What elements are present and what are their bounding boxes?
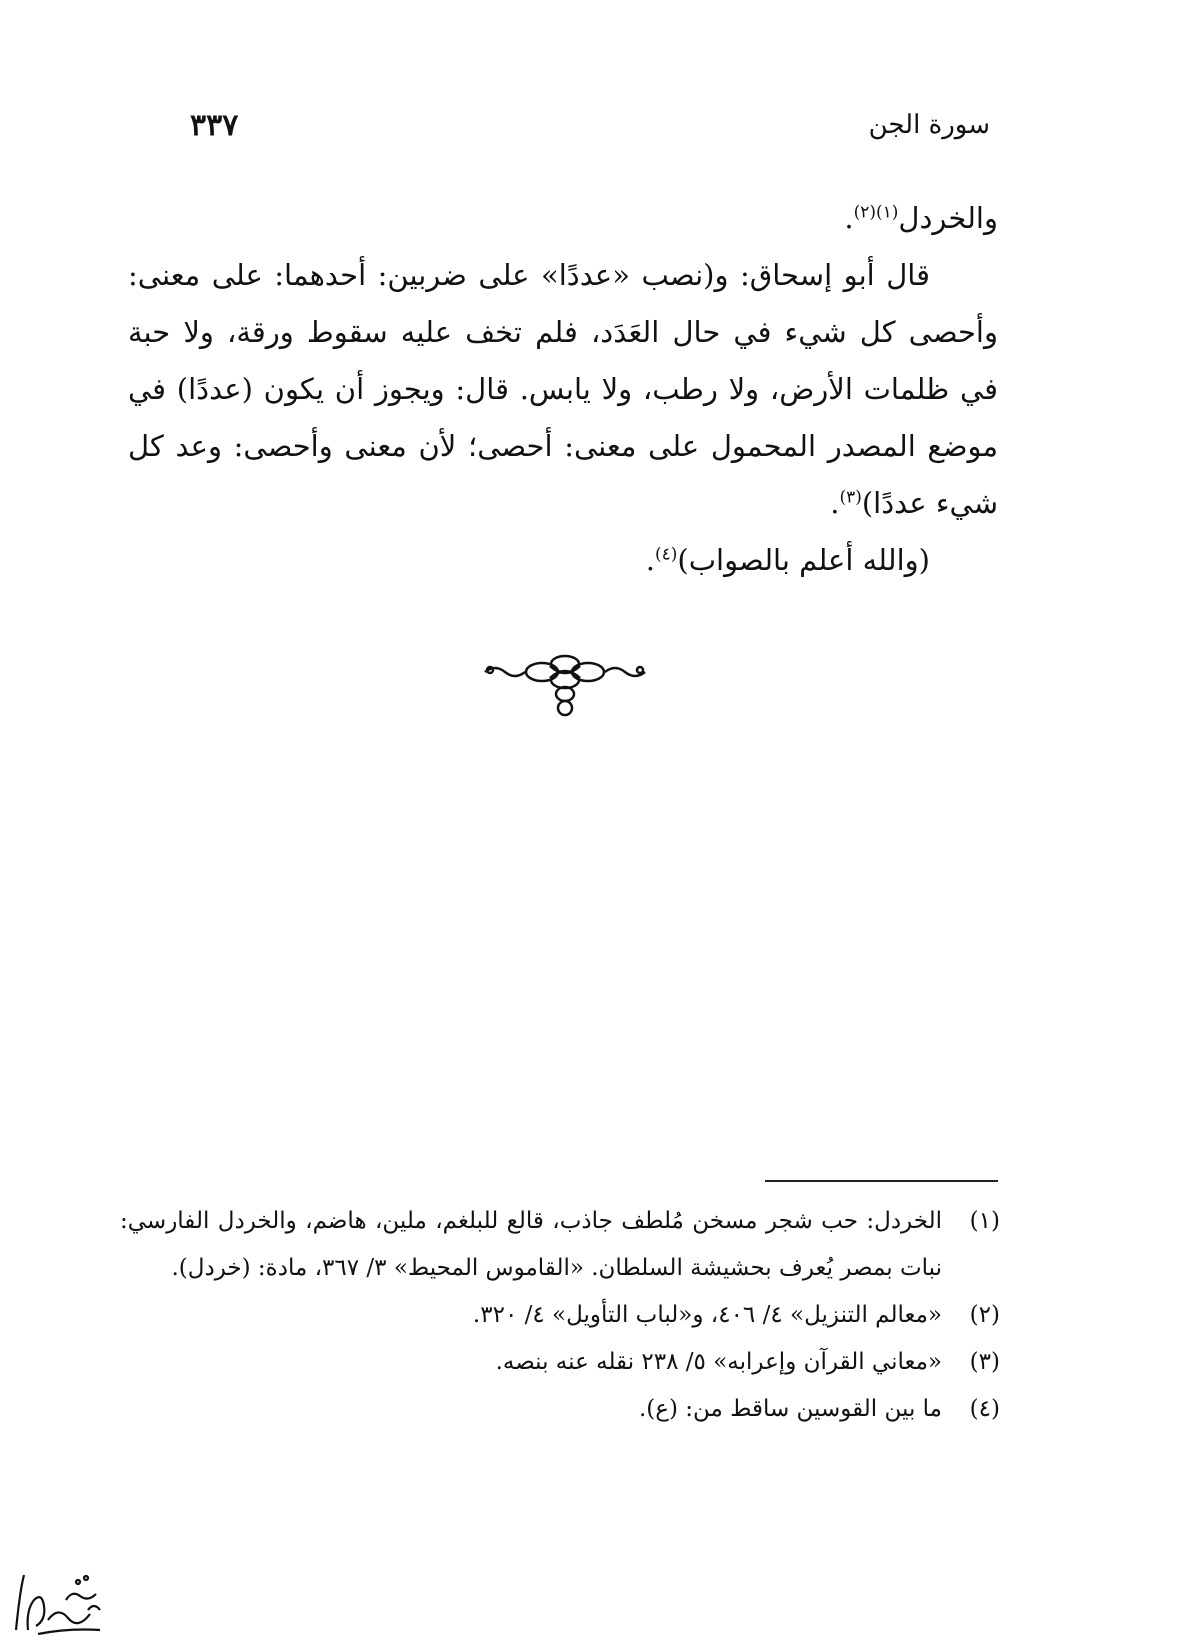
footnote-text: الخردل: حب شجر مسخن مُلطف جاذب، قالع للبلغم، ملين، هاضم، والخردل الفارسي: نبات بمصر يُعرف بحشيشة السلطان. «القاموس المحيط» ٣/ ٣٦٧، مادة: (خردل). <box>120 1208 942 1281</box>
footnote-divider <box>765 1180 998 1182</box>
paragraph-1 <box>128 190 998 247</box>
main-text <box>128 190 998 589</box>
footnote-text: «معاني القرآن وإعرابه» ٥/ ٢٣٨ نقله عنه بنصه. <box>495 1349 942 1375</box>
footnote-ref-4: (٤) <box>654 544 678 565</box>
footnote-number: (٢) <box>969 1302 1000 1328</box>
footnotes <box>120 1198 1000 1433</box>
paragraph-3-end: . <box>645 543 655 577</box>
footnote-text: ما بين القوسين ساقط من: (ع). <box>638 1396 942 1422</box>
footnote-number: (٤) <box>969 1396 1000 1422</box>
paragraph-2-end: . <box>830 486 840 520</box>
footnote-2 <box>120 1292 1000 1339</box>
page-header <box>190 108 990 148</box>
paragraph-1-text: والخردل <box>898 201 998 235</box>
paragraph-3 <box>128 532 998 589</box>
paragraph-2 <box>128 247 998 532</box>
footnote-ref-1-2: (١)(٢) <box>853 202 899 223</box>
paragraph-3-text: (والله أعلم بالصواب) <box>677 543 930 577</box>
paragraph-1-end: . <box>844 201 854 235</box>
footnote-number: (٣) <box>969 1349 1000 1375</box>
library-stamp-icon <box>8 1560 108 1640</box>
page-number: ٣٣٧ <box>190 108 239 143</box>
running-title: سورة الجن <box>868 110 990 140</box>
footnote-text: «معالم التنزيل» ٤/ ٤٠٦، و«لباب التأويل» ٤/ ٣٢٠. <box>472 1302 942 1328</box>
knot-ornament-icon <box>480 650 650 720</box>
footnote-number: (١) <box>969 1208 1000 1234</box>
footnote-ref-3: (٣) <box>839 487 862 508</box>
footnote-1 <box>120 1198 1000 1292</box>
footnote-3 <box>120 1339 1000 1386</box>
footnote-4 <box>120 1386 1000 1433</box>
paragraph-2-text: قال أبو إسحاق: و(نصب «عددًا» على ضربين: أحدهما: على معنى: وأحصى كل شيء في حال العَدَد، فلم تخف عليه سقوط ورقة، ولا حبة في ظلمات الأرض، ولا رطب، ولا يابس. قال: ويجوز أن يكون (عددًا) في موضع المصدر المحمول على معنى: أحصى؛ لأن معنى وأحصى: وعد كل شيء عددًا) <box>128 258 998 520</box>
